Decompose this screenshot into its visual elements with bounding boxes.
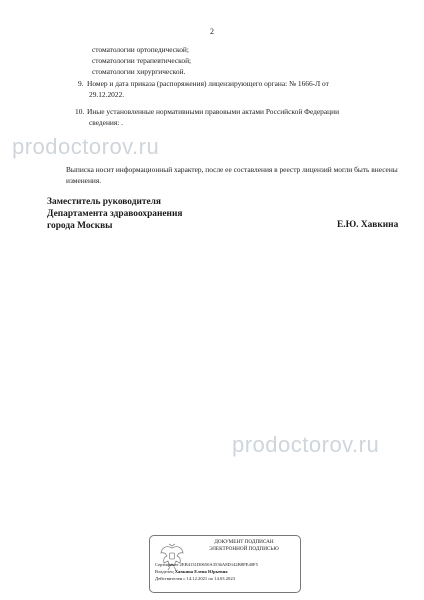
item-text-cont: 29.12.2022. [89, 89, 125, 99]
page-number: 2 [210, 27, 214, 36]
signer-title-line: города Москвы [47, 221, 113, 231]
item-text: Иные установленные нормативными правовыми актами Российской Федерации [87, 107, 340, 116]
electronic-signature-stamp [149, 535, 301, 593]
stamp-title-line: ДОКУМЕНТ ПОДПИСАН [214, 539, 274, 545]
stamp-title [192, 539, 296, 552]
stamp-owner-row [155, 569, 258, 576]
item-text-cont: сведения: . [89, 117, 124, 127]
disclaimer-note: Выписка носит информационный характер, после ее составления в реестр лицензий могли быть внесены изменения. [66, 165, 398, 185]
list-item: стоматологии ортопедической; [92, 45, 189, 54]
stamp-value: 2EB4131D0650A3536A8D142B8FE40F5 [179, 562, 258, 567]
item-number: 9. [78, 79, 84, 88]
stamp-label: Владелец [155, 568, 174, 574]
stamp-label: Сертификат [155, 562, 179, 567]
item-text: Номер и дата приказа (распоряжения) лицензирующего органа: № 1666-Л от [87, 79, 329, 88]
watermark: prodoctorov.ru [232, 432, 380, 457]
watermark: prodoctorov.ru [12, 134, 160, 159]
signer-title-line: Департамента здравоохранения [47, 209, 183, 219]
stamp-value: Хавкина Елена Юрьевна [174, 568, 228, 574]
stamp-cert-row [155, 562, 258, 569]
stamp-label: Действителен [155, 575, 183, 581]
stamp-details [155, 562, 258, 582]
specialty-list [92, 44, 191, 77]
signer-name: Е.Ю. Хавкина [337, 220, 399, 230]
list-item: стоматологии хирургической. [92, 67, 186, 76]
stamp-title-line: ЭЛЕКТРОННОЙ ПОДПИСЬЮ [209, 545, 279, 552]
list-item: стоматологии терапевтической; [92, 56, 192, 65]
signer-title [47, 196, 182, 232]
stamp-valid-row [155, 576, 258, 583]
item-number: 10. [75, 107, 85, 116]
stamp-value: с 14.12.2021 по 14.03.2023 [183, 575, 235, 581]
signer-title-line: Заместитель руководителя [47, 197, 161, 207]
